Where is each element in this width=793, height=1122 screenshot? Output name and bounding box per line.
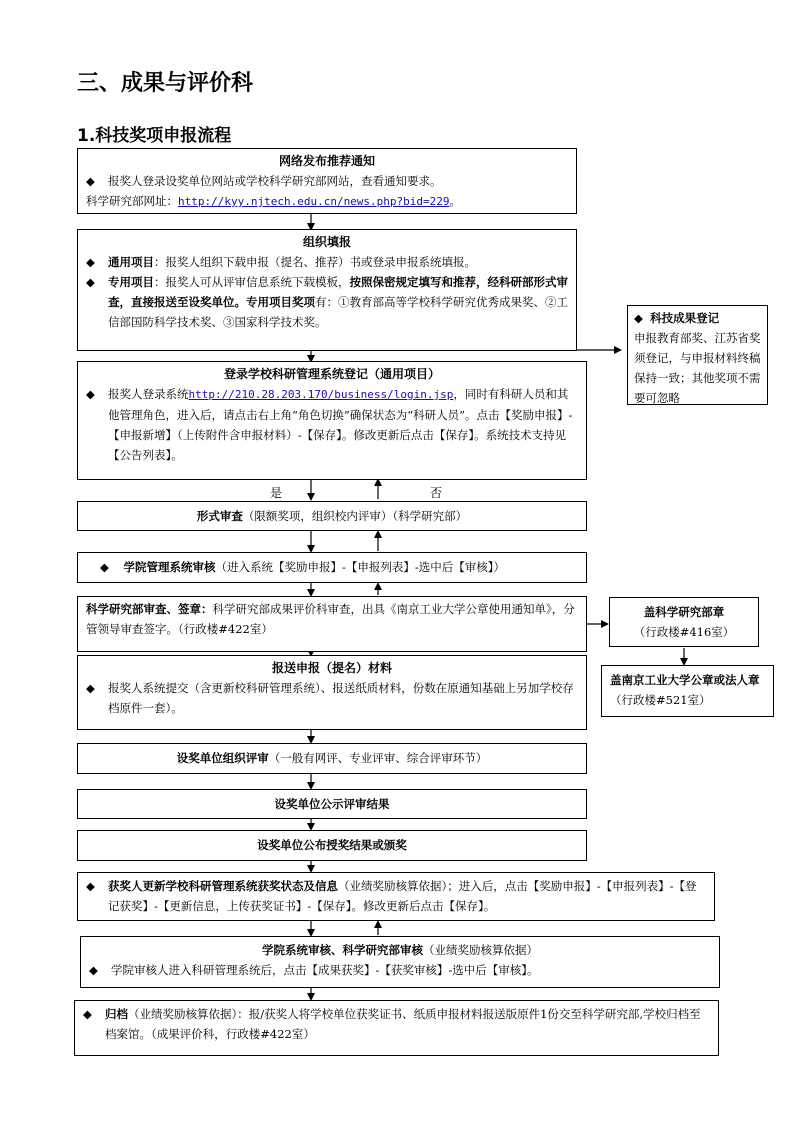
side-title: 科技成果登记 [650, 311, 720, 325]
step-publicize-results: 设奖单位公示评审结果 [77, 789, 587, 819]
no-label: 否 [430, 486, 443, 500]
bullet-icon: ◆ [100, 560, 109, 574]
step-publish-notice: 网络发布推荐通知 ◆ 报奖人登录设奖单位网站或学校科学研究部网站，查看通知要求。 科学研究部网址：http://kyy.njtech.edu.cn/news.php?bid=229。 [77, 148, 577, 214]
step-text: 报奖人系统提交（含更新校科研管理系统）、报送纸质材料，份数在原通知基础上另加学校存档原件一套）。 [108, 681, 574, 715]
step-title: 报送申报（提名）材料 [271, 661, 392, 675]
system-login-link[interactable]: http://210.28.203.170/business/login.jsp [188, 388, 454, 401]
side-achievement-registration [627, 305, 768, 405]
yes-label: 是 [270, 486, 283, 500]
step-college-research-review: 学院系统审核、科学研究部审核（业绩奖励核算依据） ◆ 学院审核人进入科研管理系统后，点击【成果获奖】-【获奖审核】-选中后【审核】。 [80, 936, 720, 988]
step-college-review: ◆ 学院管理系统审核（进入系统【奖励申报】-【申报列表】-选中后【审核】） [77, 552, 587, 583]
step-title: 组织填报 [302, 235, 351, 249]
side-text: （行政楼#416室） [633, 625, 735, 639]
process-heading: 1.科技奖项申报流程 [77, 126, 232, 146]
step-title: 网络发布推荐通知 [278, 154, 375, 168]
side-university-seal [601, 665, 774, 717]
bullet-icon: ◆ [86, 275, 95, 289]
step-title: 学院系统审核、科学研究部审核 [262, 943, 423, 957]
step-research-dept-review: 科学研究部审查、签章：科学研究部成果评价科审查，出具《南京工业大学公章使用通知单》，分管领导审查签字。（行政楼#422室） [77, 596, 587, 652]
step-formal-review: 形式审查（限额奖项，组织校内评审）（科学研究部） [77, 501, 587, 531]
side-title: 盖南京工业大学公章或法人章 [610, 673, 760, 687]
side-title: 盖科学研究部章 [643, 605, 725, 619]
step-title: 登录学校科研管理系统登记（通用项目） [223, 367, 440, 381]
section-heading: 三、成果与评价科 [77, 71, 254, 96]
url-label: 科学研究部网址： [86, 194, 178, 208]
step-award-evaluation: 设奖单位组织评审（一般有网评、专业评审、综合评审环节） [77, 743, 587, 774]
bullet-icon: ◆ [83, 1007, 92, 1021]
bullet-icon: ◆ [86, 255, 95, 269]
bullet-icon: ◆ [89, 963, 98, 977]
bullet-icon: ◆ [86, 387, 95, 401]
step-update-award-status: ◆ 获奖人更新学校科研管理系统获奖状态及信息（业绩奖励核算依据）；进入后，点击【奖励申报】-【申报列表】-【登记获奖】-【更新信息，上传获奖证书】-【保存】。修改更新后点击【保存】。 [77, 872, 715, 921]
step-announce-awards: 设奖单位公布授奖结果或颁奖 [77, 830, 587, 861]
step-text: 学院审核人进入科研管理系统后，点击【成果获奖】-【获奖审核】-选中后【审核】。 [111, 963, 539, 977]
bullet-icon: ◆ [634, 311, 643, 325]
bullet-icon: ◆ [86, 879, 95, 893]
bullet-icon: ◆ [86, 681, 95, 695]
side-text: 申报教育部奖、江苏省奖须登记，与申报材料终稿保持一致；其他奖项不需要可忽略 [634, 331, 761, 405]
side-research-dept-seal [609, 597, 759, 647]
research-dept-link[interactable]: http://kyy.njtech.edu.cn/news.php?bid=229 [178, 195, 450, 208]
step-submit-materials [77, 655, 587, 730]
step-system-registration: 登录学校科研管理系统登记（通用项目） ◆ 报奖人登录系统http://210.28.203.170/business/login.jsp，同时有科研人员和其他管理角色，进入后，请点击右上角“角色切换”确保状态为“科研人员”。点击【奖励申报】-【申报新增】（上传附件含申报材料）-【保存】。修改更新后点击【保存】。系统技术支持见【公告列表】。 [77, 361, 587, 480]
side-text: （行政楼#521室） [610, 693, 711, 707]
step-text: 报奖人登录设奖单位网站或学校科学研究部网站，查看通知要求。 [108, 174, 442, 188]
step-archive: ◆ 归档（业绩奖励核算依据）：报/获奖人将学校单位获奖证书、纸质申报材料报送版原件1份交至科学研究部,学校归档至档案馆。（成果评价科，行政楼#422室） [74, 1000, 719, 1056]
step-organize-filling: 组织填报 ◆ 通用项目：报奖人组织下载申报（提名、推荐）书或登录申报系统填报。 ◆ 专用项目：报奖人可从评审信息系统下载模板，按照保密规定填写和推荐，经科研部形式审查，直接报送至设奖单位。专用项目奖项有：①教育部高等学校科学研究优秀成果奖、②工信部国防科学技术奖、③国家科学技术奖。 [77, 229, 577, 351]
bullet-icon: ◆ [86, 174, 95, 188]
